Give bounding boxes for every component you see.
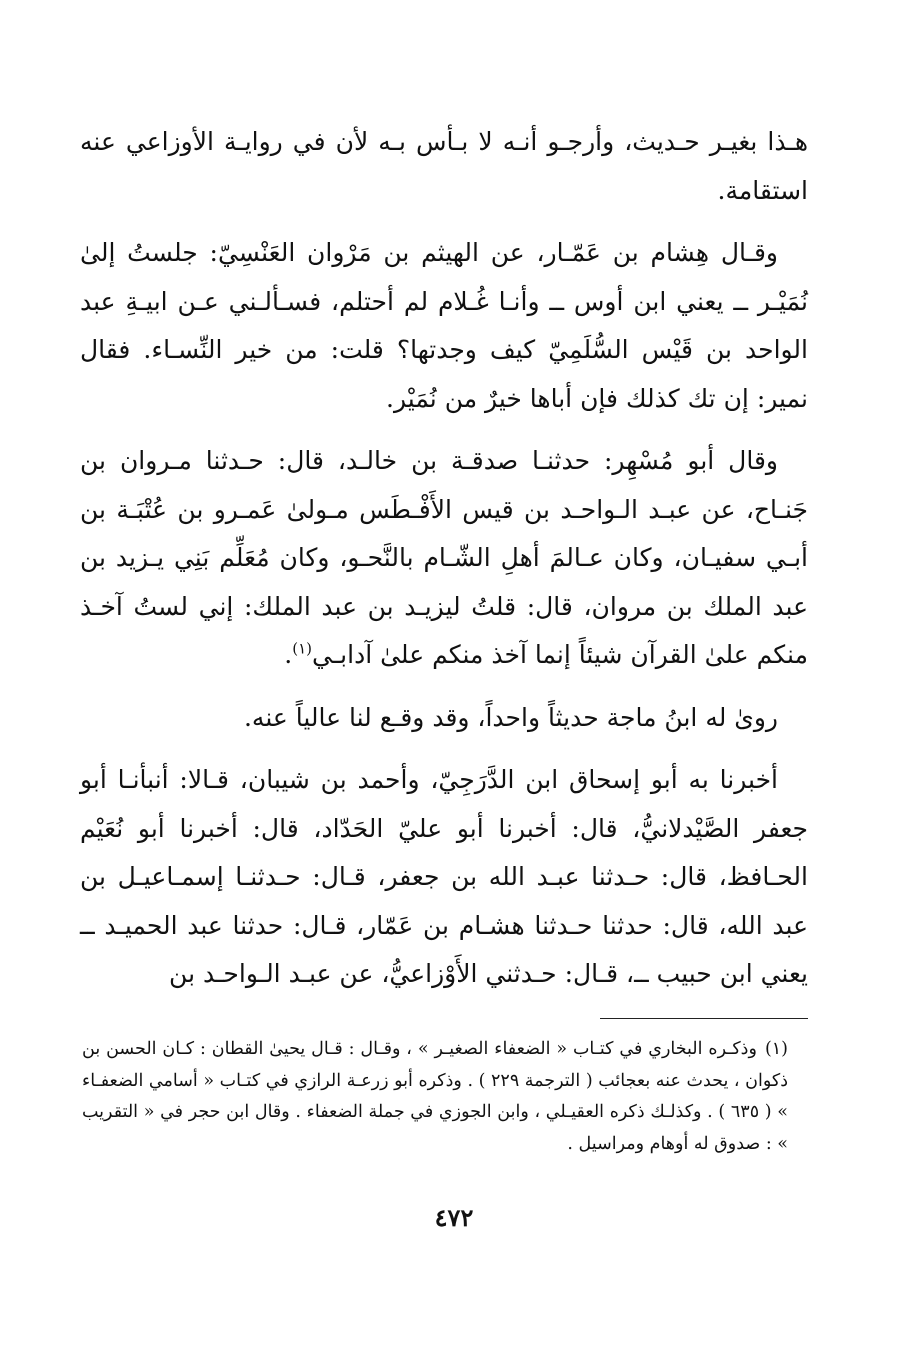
paragraph-3-text: وقال أبو مُسْهِر: حدثنـا صدقـة بن خالـد، قال: حـدثنا مـروان بن جَنـاح، عن عبـد الـواحـد بن قيس الأَفْـطَس مـولىٰ عَمـرو بن عُتْبَـة بن أبـي سفيـان، وكان عـالمَ أهلِ الشّـام بالنَّحـو، وكان مُعَلِّم بَنِي يـزيد بن عبد الملك بن مروان، قال: قلتُ ليزيـد بن عبد الملك: إني لستُ آخـذ منكم علىٰ القرآن شيئاً إنما آخذ منكم علىٰ آدابـي [80, 446, 808, 669]
footnote-marker: (١) [764, 1039, 788, 1059]
page-number: ٤٧٢ [434, 1203, 474, 1232]
paragraph-2: وقـال هِشام بن عَمّـار، عن الهيثم بن مَرْوان العَنْسِيّ: جلستُ إلىٰ نُمَيْـر ــ يعني ابن أوس ــ وأنـا غُـلام لم أحتلم، فسـألـني عـن ابيـةِ عبد الواحد بن قَيْس السُّلَمِيّ كيف وجدتها؟ قلت: من خير النِّسـاء. فقال نمير: إن تك كذلك فإن أباها خيرٌ من نُمَيْر. [80, 238, 808, 413]
paragraph-4: رویٰ له ابنُ ماجة حديثاً واحداً، وقد وقـع لنا عالياً عنه. [243, 702, 778, 732]
paragraph-3-end: . [284, 640, 293, 669]
main-text [80, 118, 808, 1013]
footnotes [82, 1034, 788, 1160]
paragraph-3 [80, 437, 808, 680]
footnote-divider [600, 1018, 808, 1019]
paragraph-1: هـذا بغيـر حـديث، وأرجـو أنـه لا بـأس بـه لأن في روايـة الأوزاعي عنه استقامة. [80, 127, 808, 205]
footnote-text: وذكـره البخاري في كتـاب « الضعفاء الصغيـر » ، وقـال : قـال يحيىٰ القطان : كـان الحسن بن ذكوان ، يحدث عنه بعجائب ( الترجمة ٢٢٩ ) . وذكره أبو زرعـة الرازي في كتـاب « أسامي الضعفـاء » ( ٦٣٥ ) . وكذلـك ذكره العقيـلي ، وابن الجوزي في جملة الضعفاء . وقال ابن حجر في « التقريب » : صدوق له أوهام ومراسيل . [82, 1039, 788, 1154]
footnote-reference: (١) [292, 639, 312, 658]
paragraph-5: أخبرنا به أبو إسحاق ابن الدَّرَجِيّ، وأحمد بن شيبان، قـالا: أنبأنـا أبو جعفر الصَّيْدلانيُّ، قال: أخبرنا أبو عليّ الحَدّاد، قال: أخبرنا أبو نُعَيْم الحـافظ، قال: حـدثنا عبـد الله بن جعفر، قـال: حـدثنـا إسمـاعيـل بن عبد الله، قال: حدثنا حـدثنا هشـام بن عَمّار، قـال: حدثنا عبد الحميـد ــ يعني ابن حبيب ــ، قـال: حـدثني الأَوْزاعيُّ، عن عبـد الـواحـد بن [80, 765, 808, 988]
